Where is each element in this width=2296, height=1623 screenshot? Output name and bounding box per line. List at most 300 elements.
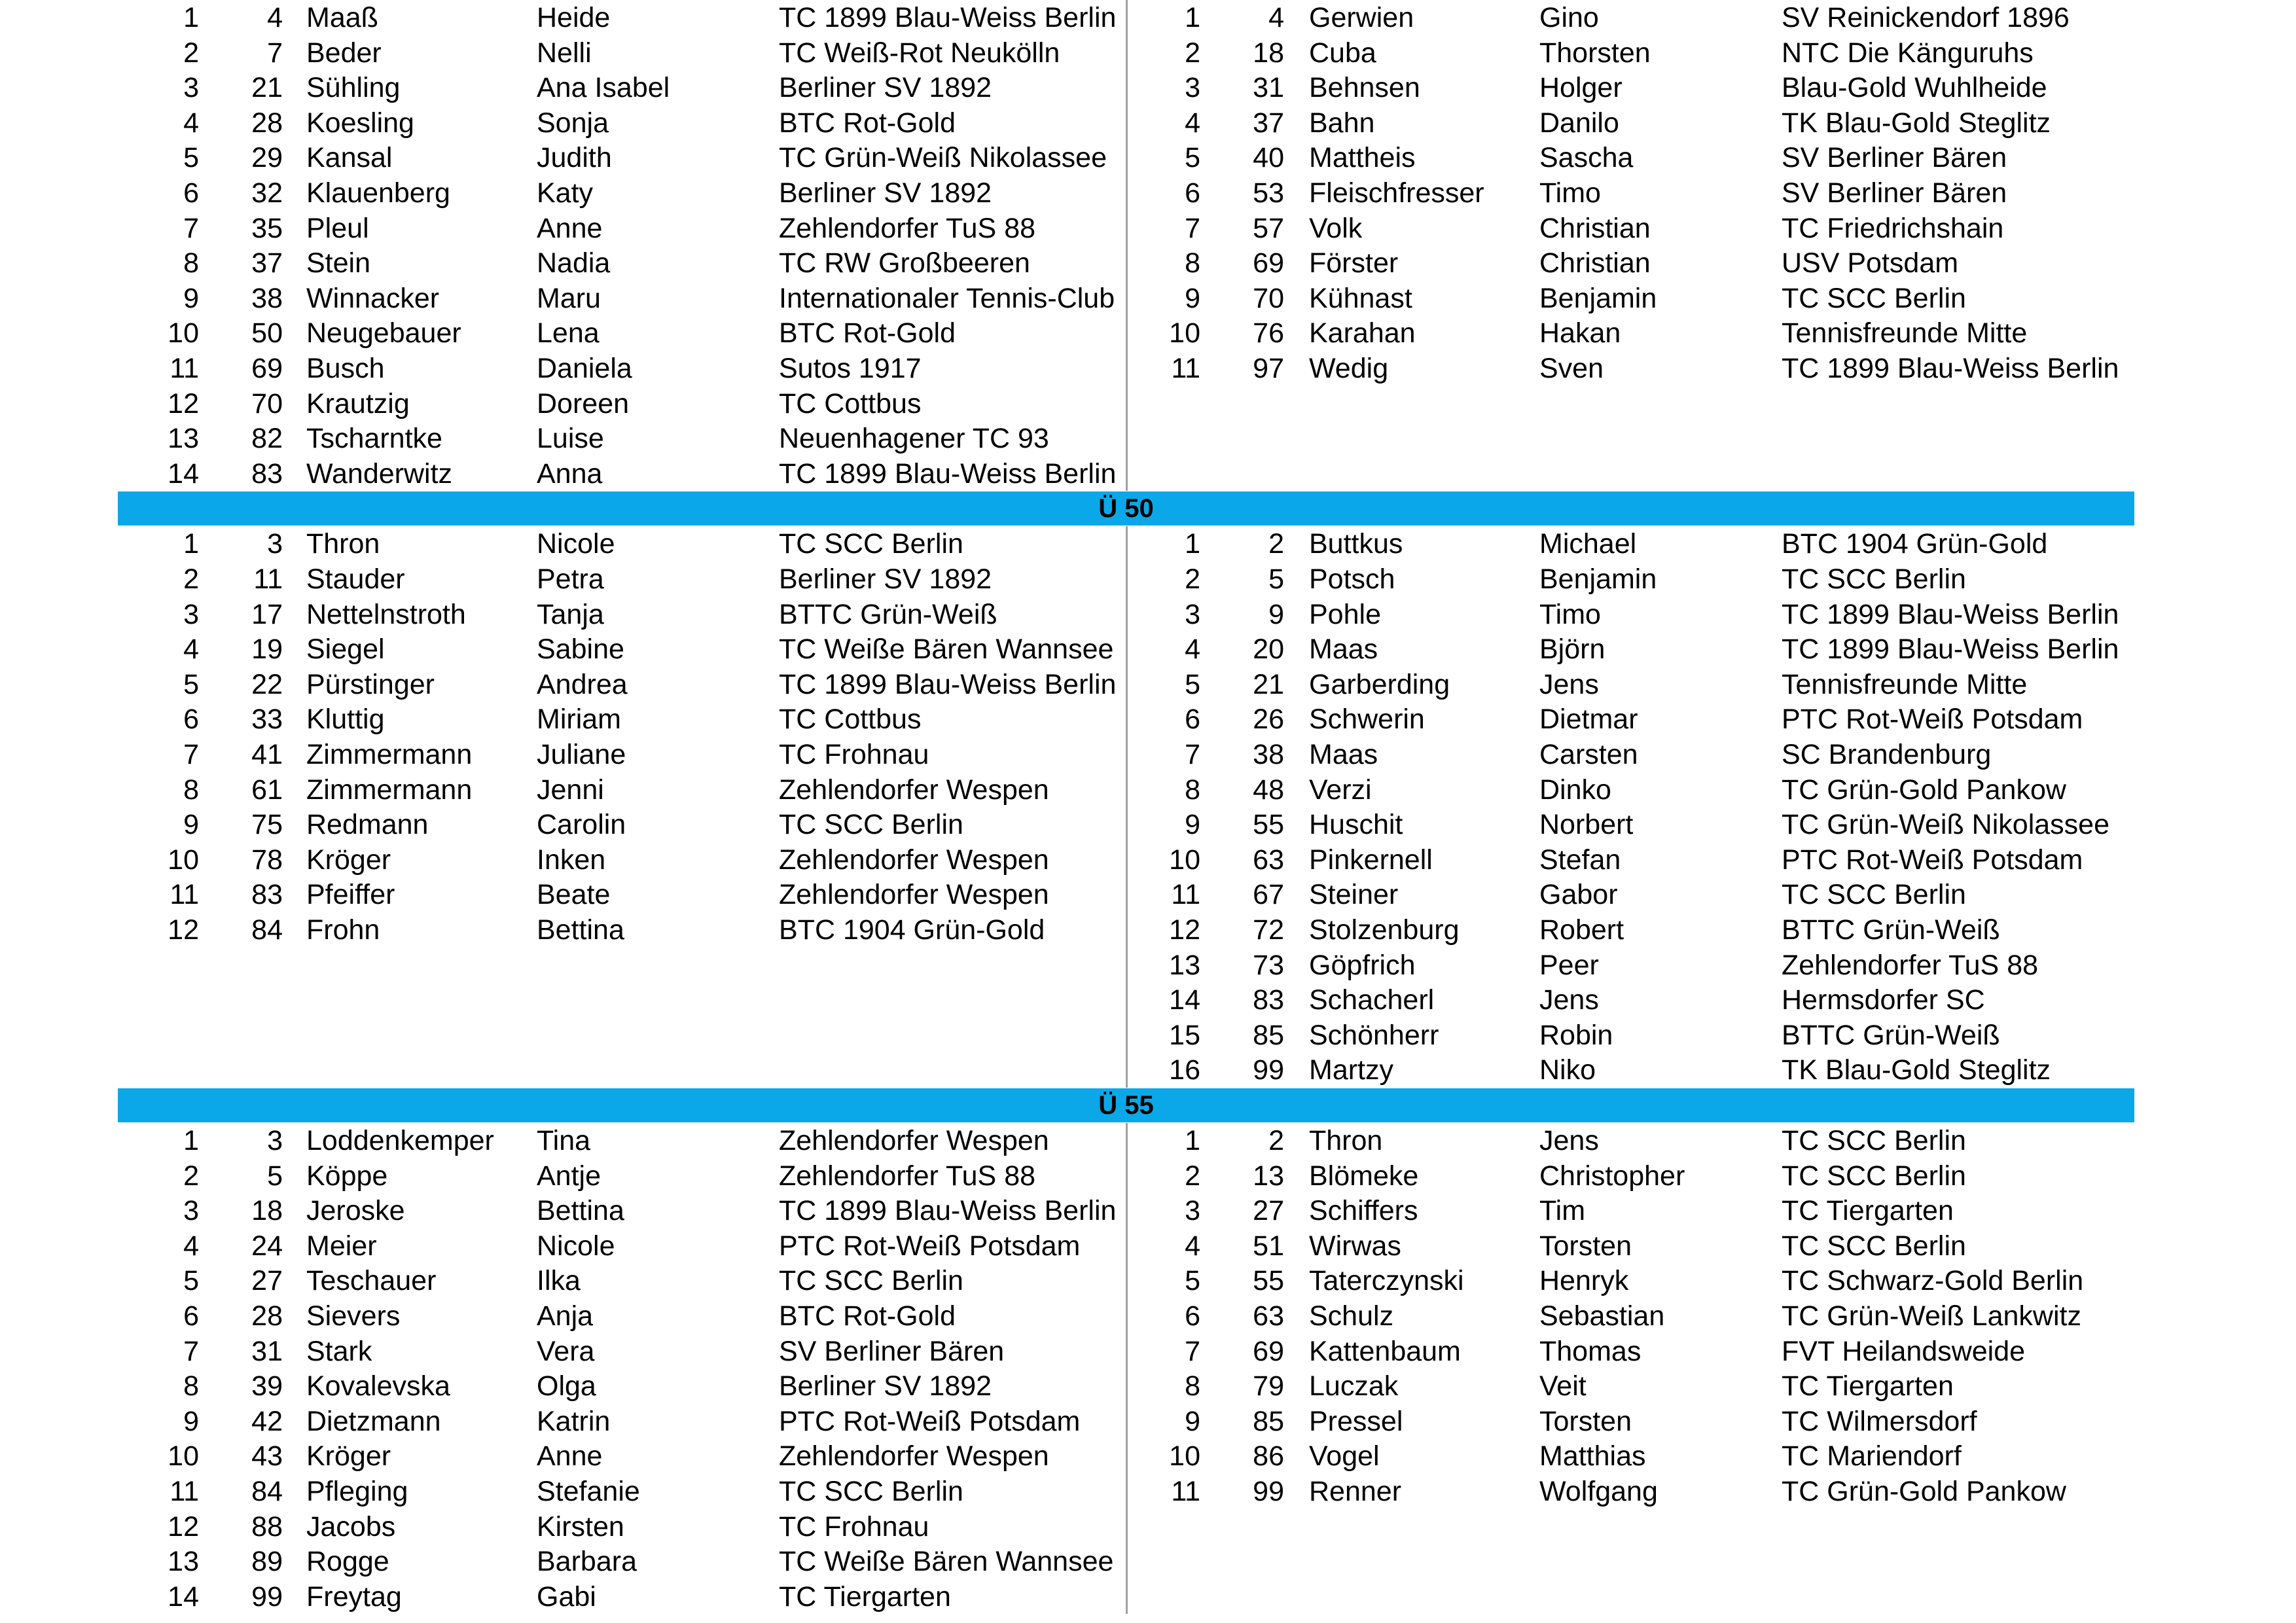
club-cell: SC Brandenburg [1782, 739, 1992, 770]
men-row [0, 1263, 2296, 1298]
last-name-cell: Pressel [1309, 1405, 1403, 1437]
rank-cell: 6 [1185, 1300, 1200, 1332]
rank-cell: 5 [183, 142, 199, 174]
last-name-cell: Meier [306, 1230, 377, 1262]
last-name-cell: Stein [306, 247, 371, 279]
rank-cell: 11 [170, 879, 199, 911]
last-name-cell: Tscharntke [306, 423, 442, 455]
men-row [0, 140, 2296, 175]
rank-cell: 14 [1169, 984, 1200, 1016]
rank-cell: 3 [1185, 598, 1200, 630]
club-cell: BTTC Grün-Weiß [779, 598, 997, 630]
first-name-cell: Tina [537, 1125, 591, 1156]
men-row [0, 1052, 2296, 1088]
last-name-cell: Behnsen [1309, 72, 1420, 104]
num-cell: 69 [1253, 1335, 1284, 1367]
first-name-cell: Nicole [537, 1230, 615, 1262]
club-cell: Tennisfreunde Mitte [1782, 317, 2028, 349]
first-name-cell: Dietmar [1539, 704, 1638, 736]
num-cell: 31 [251, 1335, 283, 1367]
last-name-cell: Gerwien [1309, 2, 1414, 33]
first-name-cell: Gabor [1539, 879, 1618, 911]
last-name-cell: Pohle [1309, 598, 1381, 630]
first-name-cell: Sabine [537, 633, 624, 666]
first-name-cell: Christian [1539, 247, 1651, 279]
women-row [0, 456, 2296, 491]
club-cell: TK Blau-Gold Steglitz [1782, 1054, 2051, 1086]
first-name-cell: Jens [1539, 984, 1599, 1016]
men-row [0, 1158, 2296, 1194]
num-cell: 2 [1268, 528, 1284, 560]
rank-cell: 3 [183, 72, 199, 104]
num-cell: 99 [1253, 1054, 1284, 1086]
club-cell: TC SCC Berlin [1782, 282, 1966, 314]
rank-cell: 5 [1185, 1265, 1200, 1297]
men-row [0, 772, 2296, 808]
men-row [0, 632, 2296, 667]
men-row [0, 245, 2296, 281]
first-name-cell: Petra [537, 563, 604, 595]
club-cell: TC SCC Berlin [779, 1265, 963, 1297]
rank-cell: 10 [1169, 1440, 1200, 1472]
last-name-cell: Siegel [306, 633, 385, 666]
num-cell: 55 [1253, 809, 1284, 841]
first-name-cell: Sascha [1539, 142, 1634, 174]
club-cell: BTTC Grün-Weiß [1782, 914, 2000, 946]
first-name-cell: Lena [537, 317, 600, 349]
club-cell: PTC Rot-Weiß Potsdam [779, 1230, 1081, 1262]
num-cell: 78 [251, 844, 283, 876]
last-name-cell: Loddenkemper [306, 1125, 494, 1156]
first-name-cell: Dinko [1539, 774, 1611, 806]
num-cell: 63 [1253, 1300, 1284, 1332]
first-name-cell: Thorsten [1539, 37, 1651, 69]
rank-cell: 4 [1185, 633, 1200, 666]
num-cell: 37 [251, 247, 283, 279]
last-name-cell: Rogge [306, 1546, 389, 1578]
num-cell: 40 [1253, 142, 1284, 174]
club-cell: TC Cottbus [779, 387, 922, 419]
first-name-cell: Gabi [537, 1580, 596, 1613]
rank-cell: 2 [183, 563, 199, 595]
club-cell: PTC Rot-Weiß Potsdam [779, 1405, 1081, 1437]
rank-cell: 3 [183, 1195, 199, 1227]
last-name-cell: Thron [306, 528, 380, 560]
first-name-cell: Nelli [537, 37, 592, 69]
first-name-cell: Beate [537, 879, 611, 911]
last-name-cell: Neugebauer [306, 317, 461, 349]
first-name-cell: Carolin [537, 809, 626, 841]
rank-cell: 7 [183, 1335, 199, 1367]
first-name-cell: Antje [537, 1160, 601, 1192]
men-row [0, 526, 2296, 562]
num-cell: 11 [253, 563, 283, 595]
club-cell: TC Tiergarten [1782, 1195, 1954, 1227]
first-name-cell: Torsten [1539, 1230, 1632, 1262]
men-row [0, 211, 2296, 246]
club-cell: TC Grün-Gold Pankow [1782, 774, 2066, 806]
num-cell: 63 [1253, 844, 1284, 876]
rank-cell: 2 [1185, 1160, 1200, 1192]
last-name-cell: Kröger [306, 844, 391, 876]
section-heading: Ü 50 [118, 491, 2134, 526]
num-cell: 69 [251, 353, 283, 384]
club-cell: TC SCC Berlin [779, 809, 963, 841]
num-cell: 21 [251, 72, 283, 104]
men-row [0, 1228, 2296, 1264]
last-name-cell: Kattenbaum [1309, 1335, 1461, 1367]
first-name-cell: Miriam [537, 704, 621, 736]
first-name-cell: Jenni [537, 774, 604, 806]
rank-cell: 2 [1185, 37, 1200, 69]
club-cell: TC RW Großbeeren [779, 247, 1030, 279]
club-cell: TC Grün-Gold Pankow [1782, 1476, 2066, 1507]
first-name-cell: Katy [537, 177, 594, 209]
num-cell: 76 [1253, 317, 1284, 349]
num-cell: 83 [251, 457, 283, 490]
num-cell: 84 [251, 914, 283, 946]
num-cell: 69 [1253, 247, 1284, 279]
num-cell: 26 [1253, 704, 1284, 736]
first-name-cell: Katrin [537, 1405, 611, 1437]
rank-cell: 2 [183, 37, 199, 69]
men-row [0, 948, 2296, 983]
rank-cell: 6 [183, 177, 199, 209]
last-name-cell: Kluttig [306, 704, 385, 736]
first-name-cell: Thomas [1539, 1335, 1641, 1367]
club-cell: Internationaler Tennis-Club [779, 282, 1115, 314]
num-cell: 75 [251, 809, 283, 841]
rank-cell: 2 [183, 1160, 199, 1192]
num-cell: 19 [251, 633, 283, 666]
club-cell: Hermsdorfer SC [1782, 984, 1985, 1016]
first-name-cell: Anna [537, 457, 603, 490]
rank-cell: 4 [183, 107, 199, 139]
num-cell: 38 [251, 282, 283, 314]
last-name-cell: Cuba [1309, 37, 1376, 69]
rank-cell: 16 [1169, 1054, 1200, 1086]
last-name-cell: Sühling [306, 72, 401, 104]
rank-cell: 1 [1185, 2, 1200, 33]
last-name-cell: Garberding [1309, 668, 1450, 700]
last-name-cell: Jeroske [306, 1195, 405, 1227]
last-name-cell: Kröger [306, 1440, 391, 1472]
club-cell: TC Friedrichshain [1782, 212, 2004, 244]
rank-cell: 14 [168, 1580, 199, 1613]
last-name-cell: Wanderwitz [306, 457, 453, 490]
club-cell: TC Mariendorf [1782, 1440, 1962, 1472]
num-cell: 9 [1268, 598, 1284, 630]
num-cell: 18 [251, 1195, 283, 1227]
last-name-cell: Bahn [1309, 107, 1375, 139]
first-name-cell: Carsten [1539, 739, 1638, 770]
rank-cell: 9 [1185, 1405, 1200, 1437]
num-cell: 97 [1253, 353, 1284, 384]
last-name-cell: Buttkus [1309, 528, 1403, 560]
num-cell: 3 [267, 1125, 283, 1156]
men-row [0, 912, 2296, 948]
last-name-cell: Mattheis [1309, 142, 1416, 174]
club-cell: Zehlendorfer TuS 88 [1782, 949, 2039, 981]
rank-cell: 2 [1185, 563, 1200, 595]
first-name-cell: Tim [1539, 1195, 1586, 1227]
last-name-cell: Beder [306, 37, 382, 69]
rank-cell: 4 [1185, 1230, 1200, 1262]
men-row [0, 351, 2296, 386]
num-cell: 70 [251, 387, 283, 419]
last-name-cell: Fleischfresser [1309, 177, 1484, 209]
first-name-cell: Sven [1539, 353, 1604, 384]
first-name-cell: Nicole [537, 528, 615, 560]
first-name-cell: Matthias [1539, 1440, 1646, 1472]
rank-cell: 10 [168, 1440, 199, 1472]
last-name-cell: Zimmermann [306, 739, 473, 770]
first-name-cell: Juliane [537, 739, 626, 770]
first-name-cell: Henryk [1539, 1265, 1629, 1297]
club-cell: Berliner SV 1892 [779, 563, 992, 595]
rank-cell: 8 [1185, 1370, 1200, 1402]
num-cell: 4 [267, 2, 283, 33]
rank-cell: 1 [183, 528, 199, 560]
section-heading: Ü 55 [118, 1088, 2134, 1122]
last-name-cell: Förster [1309, 247, 1399, 279]
num-cell: 32 [251, 177, 283, 209]
rank-cell: 8 [1185, 774, 1200, 806]
club-cell: SV Berliner Bären [1782, 177, 2007, 209]
club-cell: TC SCC Berlin [1782, 1230, 1966, 1262]
first-name-cell: Sebastian [1539, 1300, 1665, 1332]
men-row [0, 105, 2296, 141]
men-row [0, 1123, 2296, 1158]
last-name-cell: Steiner [1309, 879, 1399, 911]
first-name-cell: Benjamin [1539, 282, 1657, 314]
first-name-cell: Anne [537, 1440, 603, 1472]
men-row [0, 1438, 2296, 1474]
club-cell: TC Frohnau [779, 1510, 929, 1543]
club-cell: TC Grün-Weiß Nikolassee [779, 142, 1107, 174]
num-cell: 51 [1253, 1230, 1284, 1262]
last-name-cell: Schiffers [1309, 1195, 1418, 1227]
last-name-cell: Karahan [1309, 317, 1416, 349]
first-name-cell: Nadia [537, 247, 611, 279]
club-cell: BTTC Grün-Weiß [1782, 1019, 2000, 1051]
club-cell: NTC Die Känguruhs [1782, 37, 2034, 69]
first-name-cell: Michael [1539, 528, 1637, 560]
club-cell: Zehlendorfer Wespen [779, 844, 1049, 876]
first-name-cell: Sonja [537, 107, 609, 139]
club-cell: Zehlendorfer Wespen [779, 879, 1049, 911]
num-cell: 28 [251, 107, 283, 139]
num-cell: 86 [1253, 1440, 1284, 1472]
first-name-cell: Timo [1539, 598, 1601, 630]
num-cell: 37 [1253, 107, 1284, 139]
rank-cell: 7 [1185, 212, 1200, 244]
last-name-cell: Frohn [306, 914, 380, 946]
club-cell: TC Tiergarten [779, 1580, 951, 1613]
num-cell: 73 [1253, 949, 1284, 981]
rank-cell: 8 [183, 1370, 199, 1402]
men-row [0, 877, 2296, 912]
club-cell: PTC Rot-Weiß Potsdam [1782, 844, 2083, 876]
first-name-cell: Torsten [1539, 1405, 1632, 1437]
rank-cell: 1 [183, 2, 199, 33]
club-cell: SV Reinickendorf 1896 [1782, 2, 2070, 33]
first-name-cell: Anne [537, 212, 603, 244]
first-name-cell: Doreen [537, 387, 630, 419]
last-name-cell: Blömeke [1309, 1160, 1419, 1192]
last-name-cell: Wedig [1309, 353, 1389, 384]
rank-cell: 5 [1185, 142, 1200, 174]
last-name-cell: Göpfrich [1309, 949, 1416, 981]
num-cell: 27 [1253, 1195, 1284, 1227]
num-cell: 28 [251, 1300, 283, 1332]
num-cell: 22 [251, 668, 283, 700]
last-name-cell: Nettelnstroth [306, 598, 466, 630]
club-cell: BTC 1904 Grün-Gold [1782, 528, 2048, 560]
first-name-cell: Kirsten [537, 1510, 624, 1543]
first-name-cell: Timo [1539, 177, 1601, 209]
rank-cell: 4 [183, 633, 199, 666]
last-name-cell: Redmann [306, 809, 429, 841]
last-name-cell: Verzi [1309, 774, 1372, 806]
club-cell: Tennisfreunde Mitte [1782, 668, 2028, 700]
rank-cell: 12 [1169, 914, 1200, 946]
first-name-cell: Hakan [1539, 317, 1621, 349]
club-cell: TC 1899 Blau-Weiss Berlin [779, 668, 1117, 700]
club-cell: TC 1899 Blau-Weiss Berlin [779, 1195, 1117, 1227]
last-name-cell: Teschauer [306, 1265, 437, 1297]
last-name-cell: Winnacker [306, 282, 440, 314]
first-name-cell: Jens [1539, 1125, 1599, 1156]
rank-cell: 11 [170, 353, 199, 384]
last-name-cell: Wirwas [1309, 1230, 1401, 1262]
rank-cell: 11 [170, 1476, 199, 1507]
club-cell: TC SCC Berlin [1782, 563, 1966, 595]
men-row [0, 562, 2296, 597]
num-cell: 85 [1253, 1405, 1284, 1437]
rank-cell: 13 [168, 423, 199, 455]
rank-cell: 10 [168, 317, 199, 349]
last-name-cell: Stolzenburg [1309, 914, 1460, 946]
last-name-cell: Volk [1309, 212, 1363, 244]
rank-cell: 15 [1169, 1019, 1200, 1051]
club-cell: TC 1899 Blau-Weiss Berlin [1782, 633, 2119, 666]
club-cell: USV Potsdam [1782, 247, 1959, 279]
first-name-cell: Heide [537, 2, 611, 33]
last-name-cell: Schönherr [1309, 1019, 1439, 1051]
men-row [0, 1193, 2296, 1228]
last-name-cell: Jacobs [306, 1510, 396, 1543]
rank-cell: 10 [1169, 317, 1200, 349]
rank-cell: 11 [1171, 879, 1200, 911]
club-cell: TC 1899 Blau-Weiss Berlin [779, 2, 1117, 33]
num-cell: 72 [1253, 914, 1284, 946]
rank-cell: 3 [1185, 1195, 1200, 1227]
men-row [0, 1368, 2296, 1404]
first-name-cell: Benjamin [1539, 563, 1657, 595]
num-cell: 33 [251, 704, 283, 736]
last-name-cell: Luczak [1309, 1370, 1399, 1402]
num-cell: 39 [251, 1370, 283, 1402]
last-name-cell: Kansal [306, 142, 393, 174]
club-cell: Zehlendorfer Wespen [779, 1440, 1049, 1472]
first-name-cell: Robin [1539, 1019, 1613, 1051]
num-cell: 2 [1268, 1125, 1284, 1156]
rank-cell: 1 [1185, 528, 1200, 560]
rank-cell: 6 [1185, 177, 1200, 209]
rank-cell: 6 [183, 704, 199, 736]
num-cell: 5 [1268, 563, 1284, 595]
last-name-cell: Busch [306, 353, 385, 384]
num-cell: 99 [1253, 1476, 1284, 1507]
num-cell: 29 [251, 142, 283, 174]
first-name-cell: Norbert [1539, 809, 1634, 841]
men-row [0, 737, 2296, 772]
men-row [0, 1298, 2296, 1334]
rank-cell: 5 [1185, 668, 1200, 700]
club-cell: TC Schwarz-Gold Berlin [1782, 1265, 2084, 1297]
num-cell: 42 [251, 1405, 283, 1437]
club-cell: Zehlendorfer Wespen [779, 1125, 1049, 1156]
club-cell: TC 1899 Blau-Weiss Berlin [1782, 353, 2119, 384]
club-cell: Blau-Gold Wuhlheide [1782, 72, 2047, 104]
first-name-cell: Anja [537, 1300, 594, 1332]
last-name-cell: Zimmermann [306, 774, 473, 806]
last-name-cell: Pürstinger [306, 668, 435, 700]
num-cell: 88 [251, 1510, 283, 1543]
last-name-cell: Maas [1309, 633, 1378, 666]
num-cell: 21 [1253, 668, 1284, 700]
num-cell: 48 [1253, 774, 1284, 806]
club-cell: BTC Rot-Gold [779, 1300, 956, 1332]
first-name-cell: Andrea [537, 668, 628, 700]
club-cell: TC Tiergarten [1782, 1370, 1954, 1402]
first-name-cell: Tanja [537, 598, 604, 630]
men-row [0, 1404, 2296, 1439]
num-cell: 83 [251, 879, 283, 911]
last-name-cell: Martzy [1309, 1054, 1393, 1086]
women-row [0, 1544, 2296, 1579]
men-row [0, 35, 2296, 71]
last-name-cell: Thron [1309, 1125, 1383, 1156]
rank-cell: 7 [1185, 1335, 1200, 1367]
num-cell: 67 [1253, 879, 1284, 911]
rank-cell: 11 [1171, 353, 1200, 384]
club-cell: TC SCC Berlin [1782, 879, 1966, 911]
num-cell: 70 [1253, 282, 1284, 314]
club-cell: TK Blau-Gold Steglitz [1782, 107, 2051, 139]
last-name-cell: Pleul [306, 212, 369, 244]
club-cell: TC Frohnau [779, 739, 929, 770]
num-cell: 5 [267, 1160, 283, 1192]
rank-cell: 9 [1185, 282, 1200, 314]
rank-cell: 10 [1169, 844, 1200, 876]
first-name-cell: Stefanie [537, 1476, 640, 1507]
club-cell: TC SCC Berlin [1782, 1160, 1966, 1192]
num-cell: 35 [251, 212, 283, 244]
club-cell: Berliner SV 1892 [779, 1370, 992, 1402]
column-divider [1126, 1123, 1128, 1614]
first-name-cell: Vera [537, 1335, 595, 1367]
rank-cell: 4 [1185, 107, 1200, 139]
men-row [0, 281, 2296, 316]
club-cell: BTC 1904 Grün-Gold [779, 914, 1045, 946]
club-cell: Zehlendorfer TuS 88 [779, 212, 1036, 244]
club-cell: SV Berliner Bären [779, 1335, 1005, 1367]
last-name-cell: Freytag [306, 1580, 402, 1613]
num-cell: 55 [1253, 1265, 1284, 1297]
men-row [0, 0, 2296, 35]
